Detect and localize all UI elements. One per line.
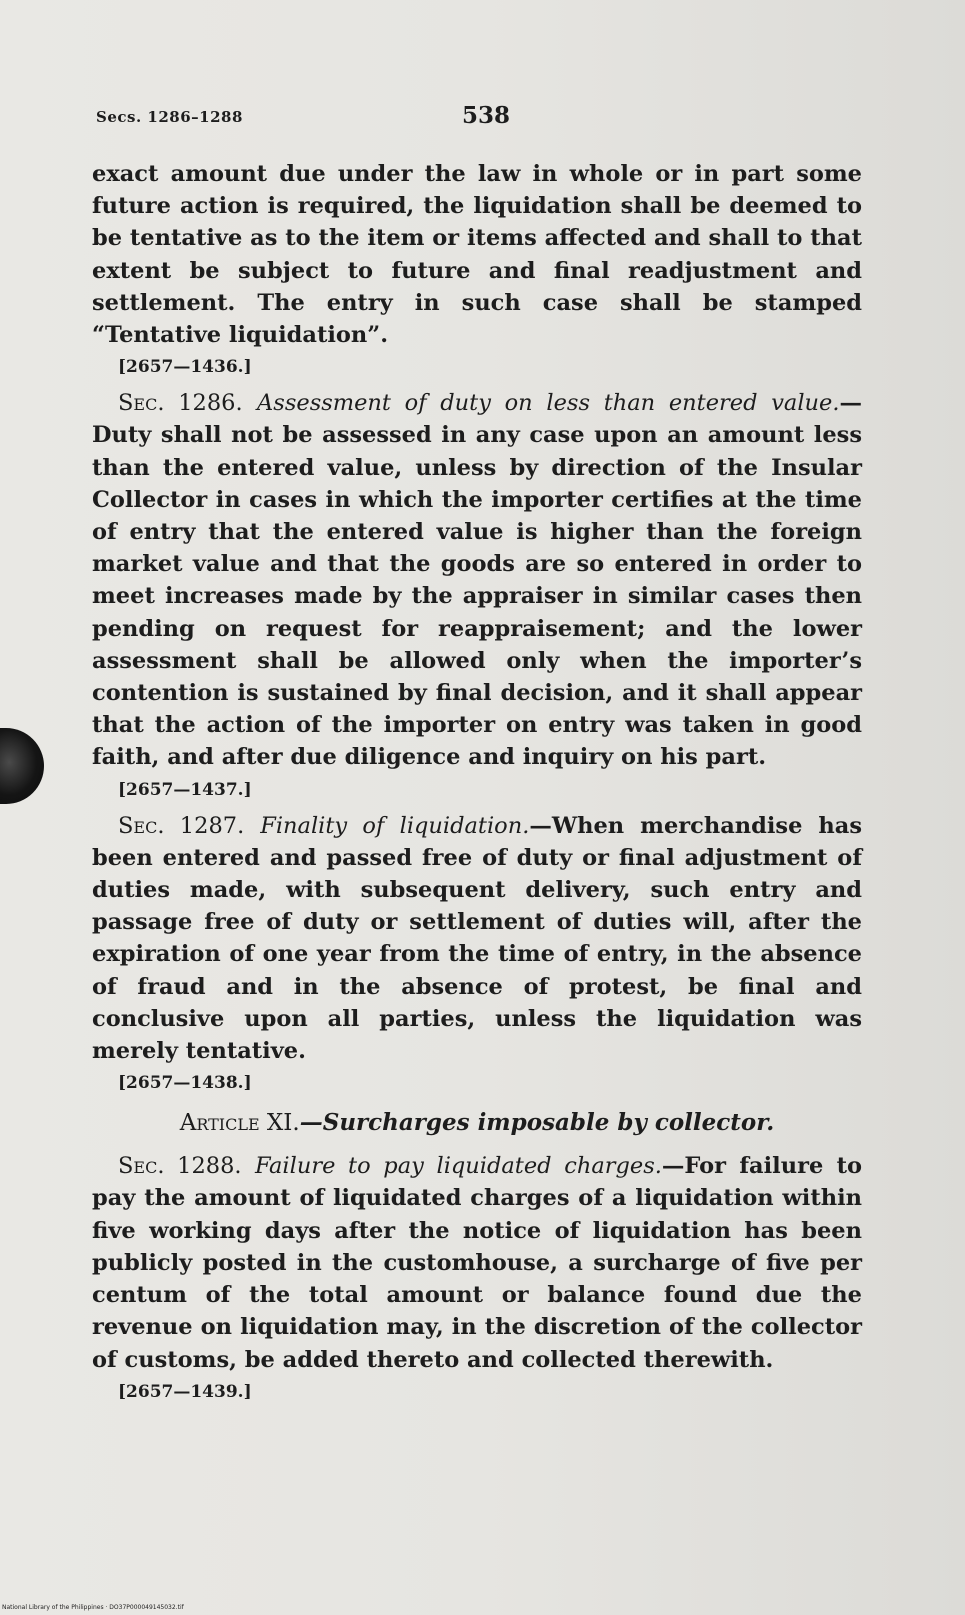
section-1286-label: Sec. 1286. [118, 390, 243, 417]
section-1287-title: Finality of liquidation. [260, 812, 530, 839]
citation-1436: [2657—1436.] [118, 357, 252, 378]
section-1286 [92, 387, 862, 773]
scan-footer-credit: National Library of the Philippines · DO37P000049145032.tif [2, 1604, 184, 1611]
running-header [96, 102, 865, 134]
section-1288-label: Sec. 1288. [118, 1153, 242, 1180]
article-heading [92, 1109, 862, 1136]
page-body [92, 158, 862, 1412]
section-1286-title: Assessment of duty on less than entered value. [257, 390, 840, 417]
section-1286-text: —Duty shall not be assessed in any case upon an amount less than the entered value, unless by direction of the Insular Collector in cases in which the importer certifies at the time of entry that the entered value is higher than the foreign market value and that the goods are so entered in order to meet increases made by the appraiser in similar cases then pending on request for reappraisement; and the lower assessment shall be allowed only when the importer’s contention is sustained by final decision, and it shall appear that the action of the importer on entry was taken in good faith, and after due diligence and inquiry on his part. [92, 390, 862, 771]
section-1288 [92, 1150, 862, 1375]
section-1288-title: Failure to pay liquidated charges. [254, 1153, 662, 1180]
page-number: 538 [462, 102, 511, 129]
section-range: Secs. 1286–1288 [96, 108, 243, 126]
citation-1438: [2657—1438.] [118, 1073, 252, 1094]
citation-1439: [2657—1439.] [118, 1381, 252, 1402]
section-1287-text: —When merchandise has been entered and passed free of duty or final adjustment of duties made, with subsequent delivery, such entry and passage free of duty or settlement of duties will, after the expiration of one year from the time of entry, in the absence of fraud and in the absence of protest, be final and conclusive upon all parties, unless the liquidation was merely tentative. [92, 812, 863, 1065]
scanner-thumb-shadow [0, 728, 44, 804]
section-1287-label: Sec. 1287. [118, 812, 245, 839]
section-1288-text: —For failure to pay the amount of liquidated charges of a liquidation within five working days after the notice of liquidation has been publicly posted in the customhouse, a surcharge of five per centum of the total amount or balance found due the revenue on liquidation may, in the discretion of the collector of customs, be added thereto and collected therewith. [92, 1153, 863, 1373]
article-label: Article XI. [179, 1110, 300, 1137]
section-1287 [92, 810, 862, 1068]
citation-1437: [2657—1437.] [118, 779, 252, 800]
continued-paragraph: exact amount due under the law in whole or in part some future action is required, the liquidation shall be deemed to be tentative as to the item or items affected and shall to that extent be subject to future and final readjustment and settlement. The entry in such case shall be stamped “Tentative liquidation”. [92, 161, 862, 349]
article-title: —Surcharges imposable by collector. [299, 1109, 775, 1137]
